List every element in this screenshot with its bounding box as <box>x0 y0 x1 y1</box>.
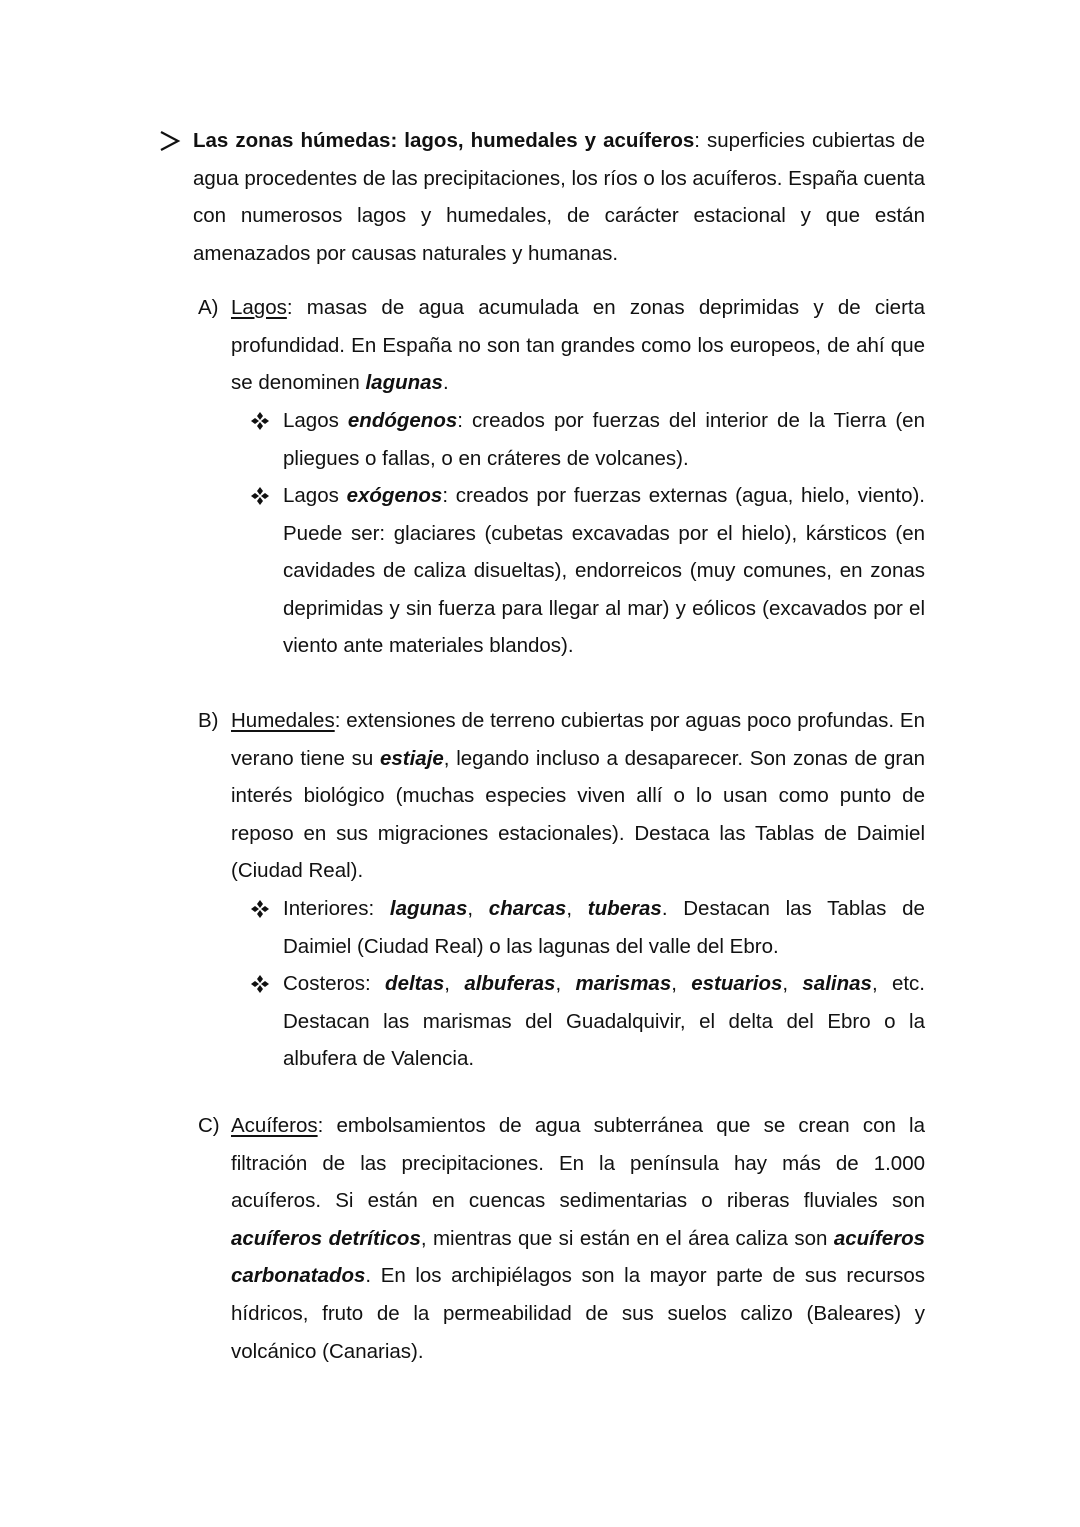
section-text: , legando incluso a desaparecer. Son zonas de gran interés biológico (muchas especies viven allí o lo usan como punto de reposo en sus migraciones estacionales). Destaca las Tablas de Daimiel (Ciudad Real). <box>231 746 925 883</box>
section-lagos <box>198 289 925 402</box>
separator: , <box>566 897 588 920</box>
section-text: : extensiones de terreno cubiertas por aguas poco profundas. En verano tiene su <box>231 709 925 770</box>
bullet-text: : creados por fuerzas del interior de la Tierra (en pliegues o fallas, o en cráteres de volcanes). <box>283 409 925 470</box>
section-paragraph <box>231 702 925 890</box>
diamond-bullet-icon <box>250 486 270 506</box>
separator: , <box>555 972 576 995</box>
emphasis-term: lagunas <box>365 371 443 395</box>
section-marker: A) <box>198 296 219 319</box>
emphasis-term: estiaje <box>379 746 444 770</box>
bullet-text: Lagos <box>283 484 347 507</box>
bullet-text: Lagos <box>283 409 348 432</box>
intro-text: : superficies cubiertas de agua procedentes de las precipitaciones, los ríos o los acuíferos. España cuenta con numerosos lagos y humedales, de carácter estacional y que están amenazados por causas naturales y humanas. <box>193 129 925 265</box>
emphasis-term: charcas <box>488 897 567 920</box>
section-humedales <box>198 702 925 890</box>
intro-paragraph <box>193 122 925 272</box>
section-paragraph <box>231 289 925 402</box>
section-text: . <box>442 371 449 395</box>
section-text: , mientras que si están en el área caliza son <box>420 1226 834 1250</box>
separator: , <box>467 897 489 920</box>
diamond-bullet-icon <box>250 899 270 919</box>
list-item-costeros <box>283 965 925 1078</box>
section-paragraph <box>231 1107 925 1370</box>
bullet-text: : creados por fuerzas externas (agua, hielo, viento). Puede ser: glaciares (cubetas excavadas por el hielo), kársticos (en cavidades de caliza disueltas), endorreicos (muy comunes, en zonas deprimidas y sin fuerza para llegar al mar) y eólicos (excavados por el viento ante materiales blandos). <box>283 484 925 658</box>
separator: , <box>782 972 803 995</box>
emphasis-term: acuíferos carbonatados <box>231 1226 925 1288</box>
diamond-bullet-icon <box>250 974 270 994</box>
intro-title: Las zonas húmedas: lagos, humedales y acuíferos <box>193 129 695 152</box>
list-item-endogenos <box>283 402 925 477</box>
section-heading: Humedales <box>231 709 335 732</box>
emphasis-term: endógenos <box>347 409 458 432</box>
section-heading: Lagos <box>231 296 287 319</box>
section-marker: C) <box>198 1114 220 1137</box>
emphasis-term: tuberas <box>587 897 662 920</box>
bullet-text: . Destacan las Tablas de Daimiel (Ciudad Real) o las lagunas del valle del Ebro. <box>283 897 925 958</box>
bullet-text: Interiores: <box>283 897 390 920</box>
emphasis-term: deltas <box>385 972 445 995</box>
separator: , <box>671 972 692 995</box>
emphasis-term: marismas <box>575 972 672 995</box>
arrow-bullet-icon <box>158 126 182 156</box>
list-item-exogenos <box>283 477 925 665</box>
section-acuiferos <box>198 1107 925 1370</box>
section-text: . En los archipiélagos son la mayor parte de sus recursos hídricos, fruto de la permeabilidad de sus suelos calizo (Baleares) y volcánico (Canarias). <box>231 1264 925 1363</box>
emphasis-term: albuferas <box>464 972 556 995</box>
section-heading: Acuíferos <box>231 1114 318 1137</box>
emphasis-term: lagunas <box>389 897 468 920</box>
bullet-text: , etc. Destacan las marismas del Guadalquivir, el delta del Ebro o la albufera de Valencia. <box>283 972 925 1071</box>
emphasis-term: estuarios <box>691 972 783 995</box>
diamond-bullet-icon <box>250 411 270 431</box>
bullet-text: Costeros: <box>283 972 386 995</box>
section-text: : masas de agua acumulada en zonas deprimidas y de cierta profundidad. En España no son tan grandes como los europeos, de ahí que se denominen <box>231 296 925 395</box>
emphasis-term: salinas <box>802 972 872 995</box>
section-marker: B) <box>198 709 219 732</box>
emphasis-term: acuíferos detríticos <box>231 1226 421 1250</box>
emphasis-term: exógenos <box>346 484 443 507</box>
section-text: : embolsamientos de agua subterránea que se crean con la filtración de las precipitaciones. En la península hay más de 1.000 acuíferos. Si están en cuencas sedimentarias o riberas fluviales son <box>231 1114 925 1213</box>
list-item-interiores <box>283 890 925 965</box>
separator: , <box>444 972 465 995</box>
